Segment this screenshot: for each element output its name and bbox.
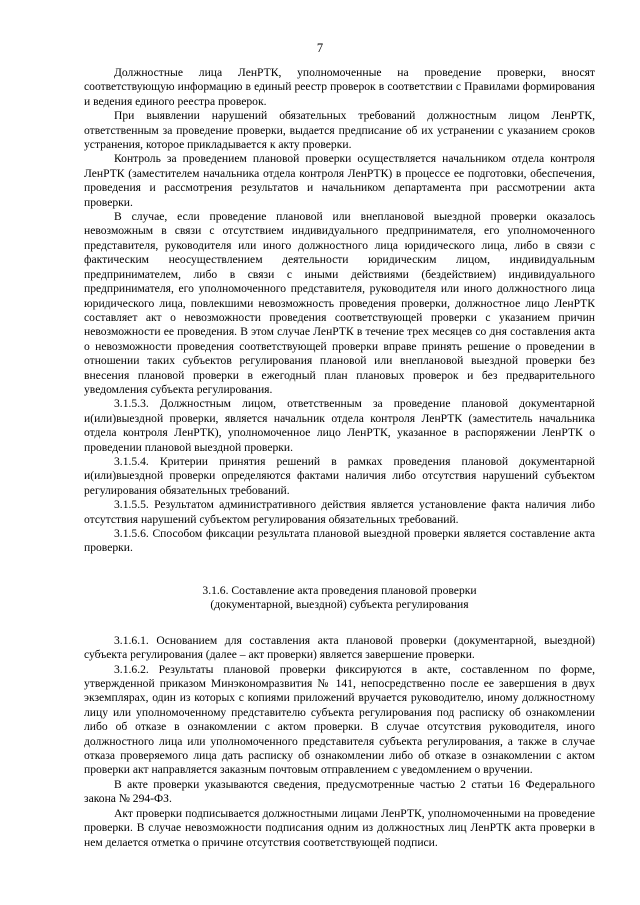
paragraph-3-1-6-1: 3.1.6.1. Основанием для составления акта плановой проверки (документарной, выездной) субъекта регулирования (далее – акт проверки) является завершение проверки. — [84, 633, 595, 662]
section-heading-line2: (документарной, выездной) субъекта регулирования — [210, 598, 469, 612]
paragraph-podpis: Акт проверки подписывается должностными лицами ЛенРТК, уполномоченными на проведение проверки. В случае невозможности подписания одним из должностных лиц ЛенРТК акта проверки в нем делается отметка о причине отсутствия соответствующей подписи. — [84, 806, 595, 849]
paragraph-3-1-5-3: 3.1.5.3. Должностным лицом, ответственным за проведение плановой документарной и(или)выездной проверки, является начальник отдела контроля ЛенРТК (заместитель начальника отдела контроля ЛенРТК), уполномоченное лицо ЛенРТК, указанное в распоряжении ЛенРТК о проведении плановой выездной проверки. — [84, 397, 595, 454]
page-number: 7 — [316, 41, 324, 55]
section-heading-3-1-6 — [84, 584, 595, 613]
paragraph-predpisanie: При выявлении нарушений обязательных требований должностным лицом ЛенРТК, ответственным за проведение проверки, выдается предписание об их устранении с указанием сроков устранения, которое прикладывается к акту проверки. — [84, 109, 595, 152]
paragraph-3-1-5-5: 3.1.5.5. Результатом административного действия является установление факта наличия либо отсутствия нарушений субъектом регулирования обязательных требований. — [84, 498, 595, 526]
paragraph-3-1-5-6: 3.1.5.6. Способом фиксации результата плановой выездной проверки является составление акта проверки. — [84, 527, 595, 555]
section-heading-line1: 3.1.6. Составление акта проведения плановой проверки — [202, 583, 477, 597]
paragraph-svedeniya: В акте проверки указываются сведения, предусмотренные частью 2 статьи 16 Федерального закона № 294-ФЗ. — [84, 777, 595, 806]
paragraph-nevozmozhnost: В случае, если проведение плановой или внеплановой выездной проверки оказалось невозможным в связи с отсутствием индивидуального предпринимателя, его уполномоченного представителя, руководителя или иного должностного лица юридического лица, либо в связи с фактическим неосуществлением деятельности юридическим лицом, индивидуальным предпринимателем, либо в связи с иными действиями (бездействием) индивидуального предпринимателя, его уполномоченного представителя, руководителя или иного должностного лица юридического лица, повлекшими невозможность проведения проверки, должностное лицо ЛенРТК составляет акт о невозможности проведения соответствующей проверки с указанием причин невозможности ее проведения. В этом случае ЛенРТК в течение трех месяцев со дня составления акта о невозможности проведения соответствующей проверки вправе принять решение о проведении в отношении таких субъектов регулирования плановой или внеплановой выездной проверки без внесения плановой проверки в ежегодный план плановых проверок и без предварительного уведомления субъекта регулирования. — [84, 210, 595, 396]
document-body — [84, 66, 595, 850]
paragraph-reestr: Должностные лица ЛенРТК, уполномоченные на проведение проверки, вносят соответствующую информацию в единый реестр проверок в соответствии с Правилами формирования и ведения единого реестра проверок. — [84, 66, 595, 108]
paragraph-kontrol: Контроль за проведением плановой проверки осуществляется начальником отдела контроля ЛенРТК (заместителем начальника отдела контроля ЛенРТК) в процессе ее подготовки, обеспечения, проведения и рассмотрения результатов и начальником департамента при рассмотрении акта проверки. — [84, 152, 595, 209]
paragraph-3-1-5-4: 3.1.5.4. Критерии принятия решений в рамках проведения плановой документарной и(или)выездной проверки определяются фактами наличия либо отсутствия нарушений субъектом регулирования обязательных требований. — [84, 454, 595, 497]
paragraph-3-1-6-2: 3.1.6.2. Результаты плановой проверки фиксируются в акте, составленном по форме, утвержденной приказом Минэкономразвития № 141, непосредственно после ее завершения в двух экземплярах, один из которых с копиями приложений вручается руководителю, иному должностному лицу или уполномоченному представителю субъекта регулирования под расписку об ознакомлении либо об отказе в ознакомлении с актом проверки. В случае отсутствия руководителя, иного должностного лица или уполномоченного представителя субъекта регулирования, а также в случае отказа проверяемого лица дать расписку об ознакомлении либо об отказе в ознакомлении с актом проверки акт направляется заказным почтовым отправлением с уведомлением о вручении. — [84, 662, 595, 777]
